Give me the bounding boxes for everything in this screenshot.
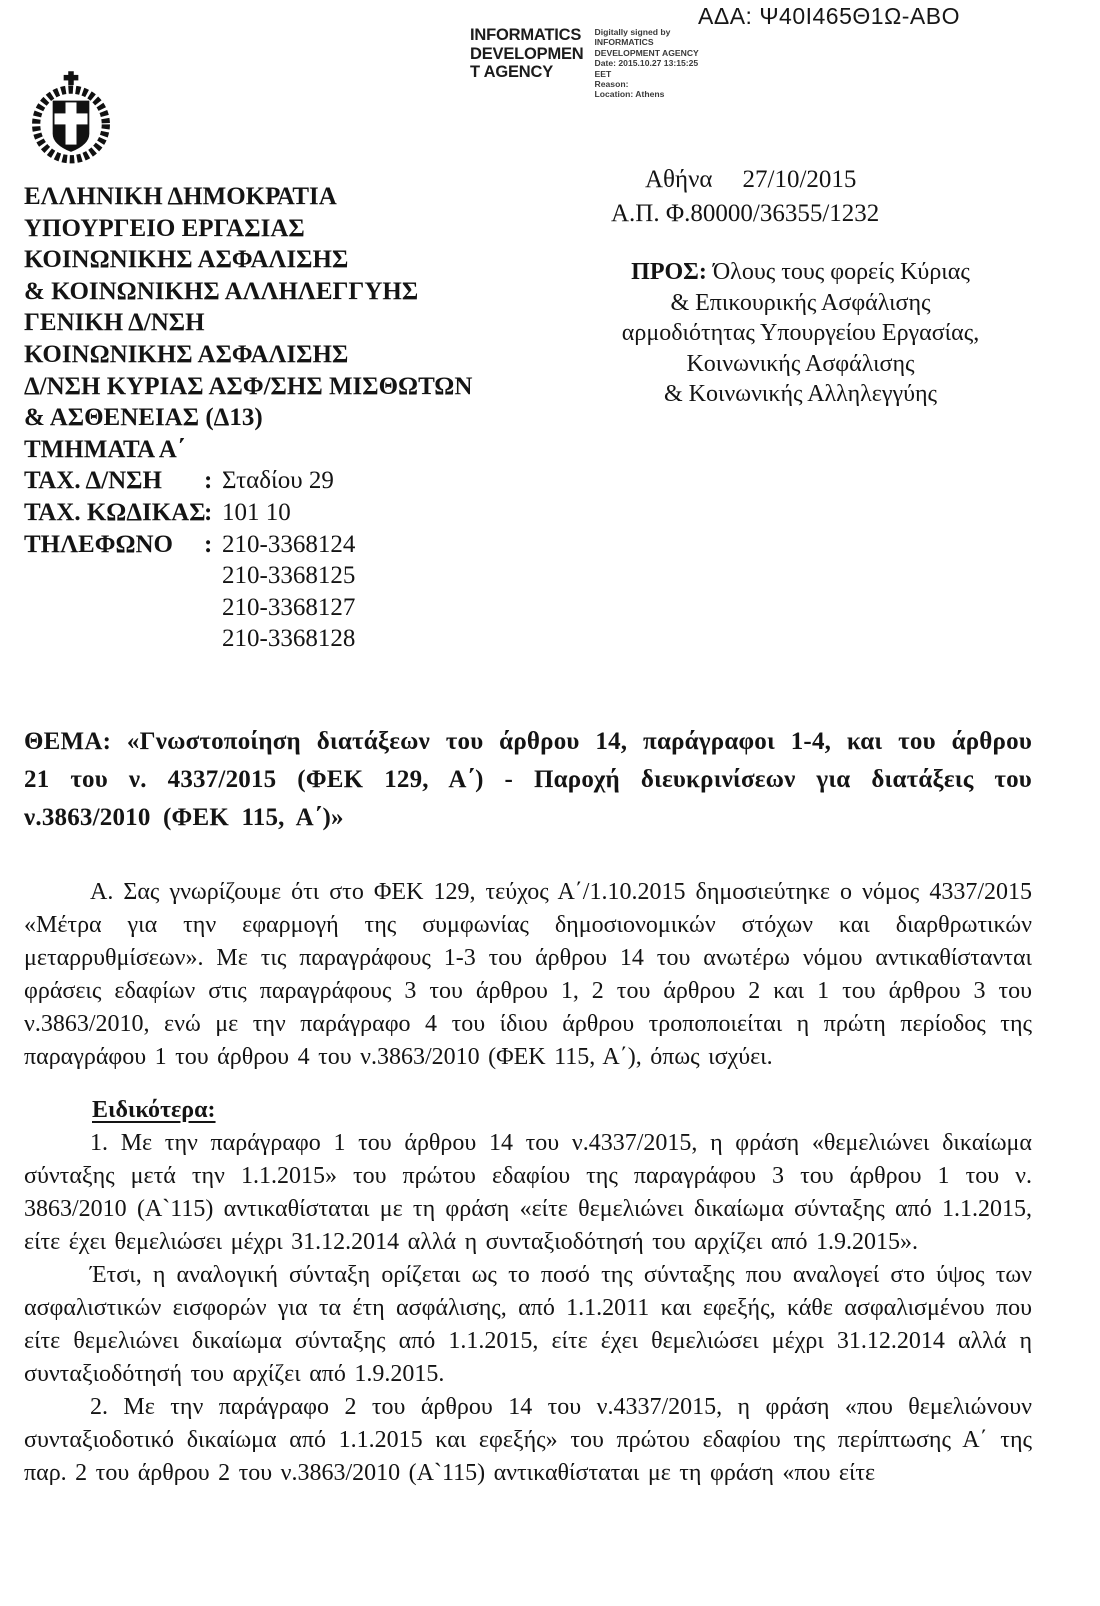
signature-agency-line: DEVELOPMEN	[470, 44, 584, 63]
sender-line: ΤΜΗΜΑΤΑ Α΄	[24, 435, 186, 463]
phone-number: 210-3368128	[222, 625, 356, 653]
subject-paragraph	[24, 723, 1032, 837]
addressee-text: Όλους τους φορείς Κύριας	[712, 259, 970, 285]
signature-detail-line: Location: Athens	[594, 89, 665, 100]
signature-agency-line: INFORMATICS	[470, 26, 582, 44]
contact-label: ΤΑΧ. ΚΩΔΙΚΑΣ	[24, 498, 206, 526]
sender-line: ΚΟΙΝΩΝΙΚΗΣ ΑΣΦΑΛΙΣΗΣ	[24, 246, 349, 274]
addressee-line: & Επικουρικής Ασφάλισης	[670, 289, 931, 316]
signature-detail-line: DEVELOPMENT AGENCY	[594, 47, 699, 58]
signature-details	[595, 26, 699, 100]
contact-label: ΤΗΛΕΦΩΝΟ	[24, 530, 173, 558]
contact-value: 101 10	[222, 498, 291, 526]
date-value: 27/10/2015	[742, 166, 857, 193]
sender-line: ΚΟΙΝΩΝΙΚΗΣ ΑΣΦΑΛΙΣΗΣ	[24, 340, 349, 368]
subject-label: ΘΕΜΑ:	[24, 728, 112, 755]
paragraph-a: Α. Σας γνωρίζουμε ότι στο ΦΕΚ 129, τεύχος Α΄/1.10.2015 δημοσιεύτηκε ο νόμος 4337/2015 «Μέτρα για την εφαρμογή της συμφωνίας δημοσιονομικών στόχων και διαρθρωτικών μεταρρυθμίσεων». Με τις παραγράφους 1-3 του άρθρου 14 του ανωτέρω νόμου αντικαθίστανται φράσεις εδαφίων στις παραγράφους 3 του άρθρου 1, 2 του άρθρου 2 και 1 του άρθρου 3 του ν.3863/2010, ενώ με την παράγραφο 4 του ίδιου άρθρου τροποποιείται η πρώτη περίοδος της παραγράφου 1 του άρθρου 4 του ν.3863/2010 (ΦΕΚ 115, Α΄), όπως ισχύει.	[24, 879, 1032, 1070]
signature-agency-line: T AGENCY	[470, 63, 554, 81]
contact-separator: :	[204, 530, 213, 558]
digital-signature-stamp	[470, 26, 699, 100]
phone-number: 210-3368127	[222, 593, 356, 621]
signature-agency-name	[470, 26, 584, 100]
sender-line: ΓΕΝΙΚΗ Δ/ΝΣΗ	[24, 309, 205, 337]
sender-block	[24, 181, 569, 655]
sender-line: & ΑΣΘΕΝΕΙΑΣ (Δ13)	[24, 404, 263, 432]
protocol-number: Α.Π. Φ.80000/36355/1232	[611, 200, 880, 227]
recipient-block	[593, 163, 1008, 410]
to-label: ΠΡΟΣ:	[631, 259, 707, 285]
sender-line: & ΚΟΙΝΩΝΙΚΗΣ ΑΛΛΗΛΕΓΓΥΗΣ	[24, 277, 419, 305]
document-body	[24, 876, 1032, 1490]
addressee-line: αρμοδιότητας Υπουργείου Εργασίας,	[621, 320, 980, 347]
signature-detail-line: INFORMATICS	[594, 37, 654, 48]
sender-line: Δ/ΝΣΗ ΚΥΡΙΑΣ ΑΣΦ/ΣΗΣ ΜΙΣΘΩΤΩΝ	[24, 372, 473, 400]
city-label: Αθήνα	[645, 166, 713, 193]
sender-line: ΥΠΟΥΡΓΕΙΟ ΕΡΓΑΣΙΑΣ	[24, 214, 305, 242]
hellenic-coat-of-arms-icon	[27, 70, 115, 166]
paragraph-etsi: Έτσι, η αναλογική σύνταξη ορίζεται ως το ποσό της σύνταξης που αναλογεί στο ύψος των ασφαλιστικών εισφορών για τα έτη ασφάλισης, από 1.1.2011 και εφεξής, κάθε ασφαλισμένου που είτε θεμελιώνει δικαίωμα σύνταξης από 1.1.2015, είτε έχει θεμελιώσει μέχρι 31.12.2014 αλλά η συνταξιοδότησή του αρχίζει από 1.9.2015.	[24, 1262, 1032, 1387]
subject-text: «Γνωστοποίηση διατάξεων του άρθρου 14, παράγραφοι 1-4, και του άρθρου 21 του ν. 4337/2015 (ΦΕΚ 129, Α΄) - Παροχή διευκρινίσεων για διατάξεις του ν.3863/2010 (ΦΕΚ 115, Α΄)»	[24, 728, 1033, 831]
contact-separator: :	[204, 498, 213, 526]
addressee-block	[593, 257, 1008, 410]
ada-code: ΑΔΑ: Ψ40Ι465Θ1Ω-ΑΒΟ	[698, 3, 960, 29]
paragraph-2: 2. Με την παράγραφο 2 του άρθρου 14 του ν.4337/2015, η φράση «που θεμελιώνουν συνταξιοδοτικό δικαίωμα από 1.1.2015 και εφεξής» του πρώτου εδαφίου της περίπτωσης Α΄ της παρ. 2 του άρθρου 2 του ν.3863/2010 (Α`115) αντικαθίσταται με τη φράση «που είτε	[24, 1394, 1032, 1486]
signature-detail-line: Date: 2015.10.27 13:15:25	[594, 58, 699, 69]
addressee-line: & Κοινωνικής Αλληλεγγύης	[663, 381, 938, 408]
paragraph-1: 1. Με την παράγραφο 1 του άρθρου 14 του ν.4337/2015, η φράση «θεμελιώνει δικαίωμα σύνταξης μετά την 1.1.2015» του πρώτου εδαφίου της παραγράφου 3 του άρθρου 1 του ν. 3863/2010 (Α`115) αντικαθίσταται με τη φράση «είτε θεμελιώνει δικαίωμα σύνταξης από 1.1.2015, είτε έχει θεμελιώσει μέχρι 31.12.2014 αλλά η συνταξιοδότησή του αρχίζει από 1.9.2015».	[24, 1130, 1032, 1255]
city-date-line	[645, 163, 1008, 197]
signature-detail-line: Digitally signed by	[594, 27, 671, 37]
phone-number: 210-3368125	[222, 562, 356, 590]
contact-postcode-row	[24, 497, 569, 529]
sender-line: ΕΛΛΗΝΙΚΗ ΔΗΜΟΚΡΑΤΙΑ	[24, 183, 337, 210]
contact-separator: :	[204, 467, 213, 495]
especially-heading	[92, 1094, 1032, 1127]
contact-phone-row	[24, 529, 569, 561]
especially-heading-text: Ειδικότερα:	[92, 1097, 216, 1123]
contact-value: Σταδίου 29	[222, 467, 334, 495]
contact-value: 210-3368124	[222, 530, 356, 558]
signature-detail-line: Reason:	[594, 79, 629, 90]
contact-address-row	[24, 465, 569, 497]
signature-detail-line: EET	[594, 68, 612, 79]
addressee-line	[593, 257, 1008, 288]
addressee-line: Κοινωνικής Ασφάλισης	[686, 350, 915, 377]
contact-label: ΤΑΧ. Δ/ΝΣΗ	[24, 467, 162, 495]
